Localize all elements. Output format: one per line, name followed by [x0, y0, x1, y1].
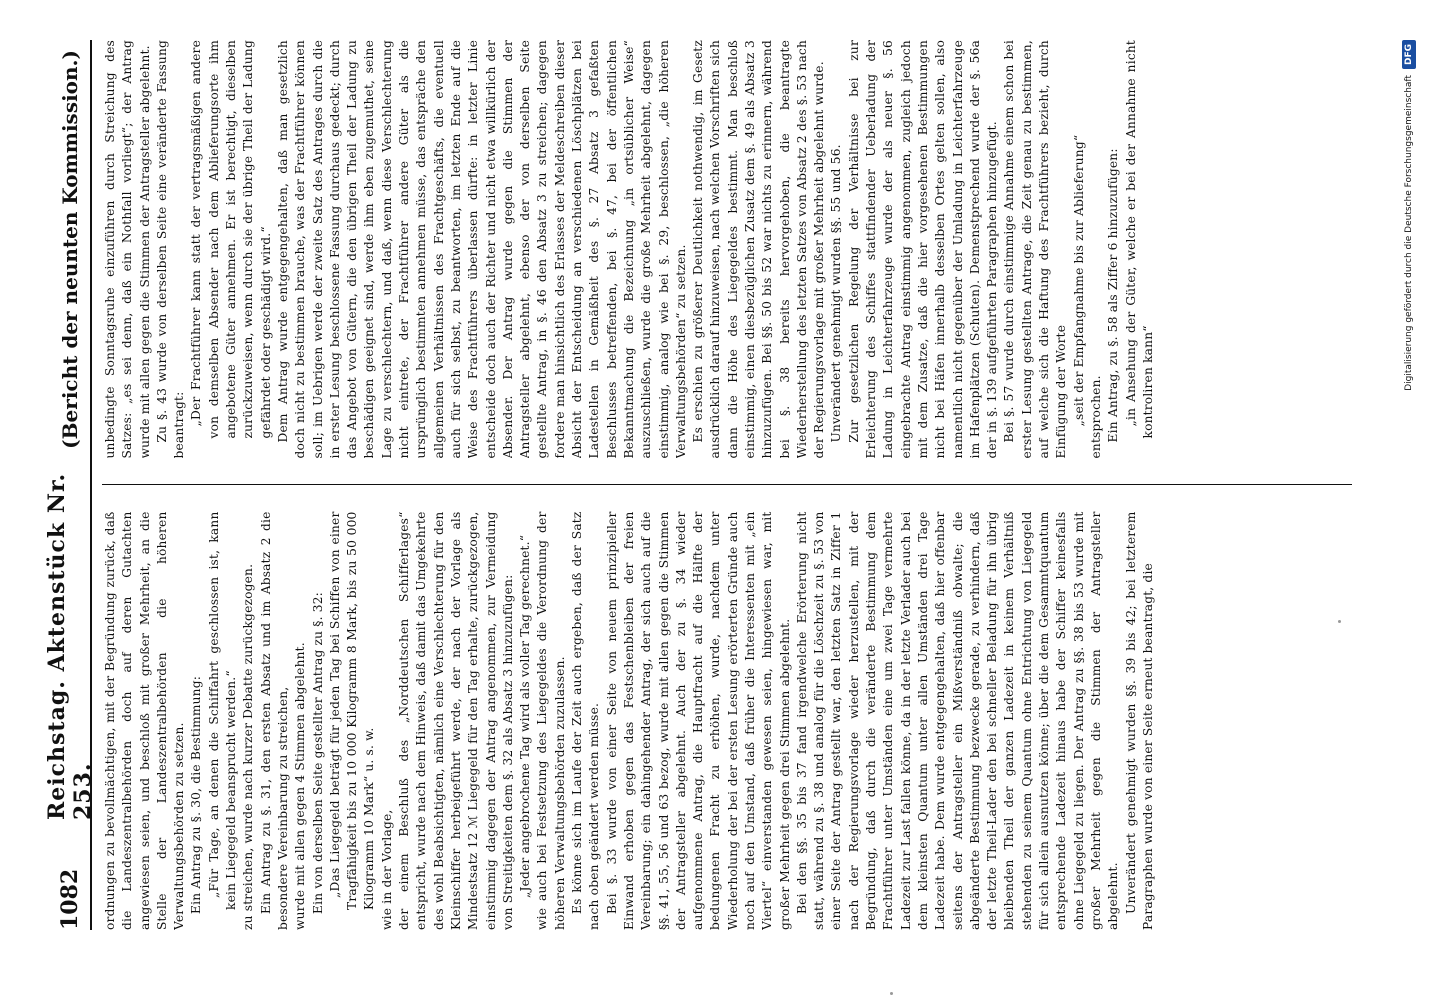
right-column-paragraph: Ein Antrag, zu §. 58 als Ziffer 6 hinzuzufügen: [1106, 148, 1121, 443]
right-column [102, 40, 1352, 459]
left-column-paragraph: Bei §. 33 wurde von einer Seite von neuem prinzipieller Einwand erhoben gegen das Festschenbleiben der freien Vereinbarung; ein dahingehender Antrag, der sich auch auf die §§. 41, 55, 56 und 63 bezog, wurde mit allen gegen die Stimmen der Antragsteller abgelehnt. Auch der zu §. 34 wieder aufgenommene Antrag, die Hauptfracht auf die Hälfte der bedungenen Fracht zu erhöhen, wurde, nachdem unter Wiederholung der bei der ersten Lesung erörterten Gründe auch noch auf den Umstand, daß früher die Interessenten mit „ein Viertel“ einverstanden gewesen seien, hingewiesen war, mit großer Mehrheit gegen drei Stimmen abgelehnt. [604, 511, 792, 930]
right-column-paragraph: Unverändert genehmigt wurden §§. 55 und 56. [829, 144, 844, 443]
page-number: 1082 [57, 868, 83, 930]
left-column-paragraph: Ein von derselben Seite gestellter Antrag zu §. 32: [310, 592, 325, 914]
right-column-paragraph: Dem Antrag wurde entgegengehalten, daß man gesetzlich doch nicht zu bestimmen brauche, was der Frachtführer können soll; im Uebrigen werde der zweite Satz des Antrages durch die in erster Lesung beschlossene Fassung durchaus gedeckt; durch das Angebot von Gütern, die den übrigen Theil der Ladung zu beschädigen geeignet sind, werde ihm eben zugemuthet, seine Lage zu verschlechtern, und daß, wenn diese Verschlechterung nicht eintrete, der Frachtführer andere Güter als die ursprünglich bestimmten annehmen müsse, das entspräche den allgemeinen Verhältnissen des Frachtgeschäfts, die eventuell auch für sich selbst, zu beantworten, im letzten Ende auf die Weise des Frachtführers überlassen dürfte: in letzter Linie entscheide doch auch der Richter und nicht etwa willkürlich der Absender. Der Antrag wurde gegen die Stimmen der Antragsteller abgelehnt, ebenso der von derselben Seite gestellte Antrag, in §. 46 den Absatz 3 zu streichen; dagegen fordere man hinsichtlich des Erlasses der Meldeschreiben dieser Absicht der Entscheidung an verschiedenen Löschplätzen bei Ladestellen in Gemäßheit des §. 27 Absatz 3 gefaßten Beschlusses betreffenden, bei §. 47, bei der öffentlichen Bekanntmachung die Bezeichnung „in ortsüblicher Weise“ auszuschließen, wurde die große Mehrheit abgelehnt, dagegen einstimmig, analog wie bei §. 29, beschlossen, „die höheren Verwaltungsbehörden“ zu setzen. [275, 40, 688, 459]
page-subtitle: (Bericht der neunten Kommission.) [58, 50, 82, 449]
left-column-paragraph: Ein Antrag zu §. 30, die Bestimmung: [189, 675, 204, 914]
left-column-paragraph: „Jeder angebrochene Tag wird als voller Tag gerechnet.“ [518, 534, 533, 898]
right-column-paragraph: Bei §. 57 wurde durch einstimmige Annahme einem schon bei erster Lesung gestellten Antrage, die Zeit genau zu bestimmen, auf welche sich die Haftung des Frachtführers bezieht, durch Einfügung der Worte [1002, 40, 1069, 459]
right-column-paragraph: Es erschien zu größerer Deutlichkeit nothwendig, im Gesetz ausdrücklich darauf hinzuweisen, nach welchen Vorschriften sich dann die Höhe des Liegegeldes bestimmt. Man beschloß einstimmig, einen diesbezüglichen Zusatz dem §. 49 als Absatz 3 hinzuzufügen. Bei §§. 50 bis 52 war nichts zu erinnern, während bei §. 38 bereits hervorgehoben, die beantragte Wiederherstellung des letzten Satzes von Absatz 2 des §. 53 nach der Regierungsvorlage mit großer Mehrheit abgelehnt wurde. [691, 40, 827, 459]
page-content [44, 40, 1414, 930]
left-column-paragraph: ordnungen zu bevollmächtigen, mit der Begründung zurück, daß die Landeszentralbehörden doch auf deren Gutachten angewiesen seien, und beschloß mit großer Mehrheit, an die Stelle der Landeszentralbehörden die höheren Verwaltungsbehörden zu setzen. [103, 511, 187, 930]
dfg-logo: DFG [1402, 40, 1416, 69]
text-columns [102, 40, 1352, 930]
left-column-paragraph: Ein Antrag zu §. 31, den ersten Absatz und im Absatz 2 die besondere Vereinbarung zu streichen, [258, 511, 290, 930]
right-column-paragraph: Zur gesetzlichen Regelung der Verhältnisse bei zur Erleichterung des Schiffes stattfindender Ueberladung der Ladung in Leichterfahrzeuge wurde der als neuer §. 56 eingebrachte Antrag einstimmig angenommen, zugleich jedoch mit dem Zusatze, daß die hier vorgesehenen Bestimmungen nicht bei Häfen innerhalb desselben Ortes gelten sollen, also namentlich nicht gegenüber der Umladung in Leichterfahrzeuge im Hafenplätzen (Schuten). Demenstprechend wurde der §. 56a der in §. 139 aufgeführten Paragraphen hinzugefügt. [846, 40, 1000, 459]
left-column-paragraph: zu streichen, wurde nach kurzer Debatte zurückgezogen. [241, 563, 256, 930]
left-column-paragraph: wie auch bei Festsetzung des Liegegeldes die Verordnung der höheren Verwaltungsbehörden zuzulassen. [535, 511, 567, 930]
right-column-paragraph: Zu §. 43 wurde von derselben Seite eine veränderte Fassung beantragt: [154, 40, 187, 459]
left-column-paragraph: Unverändert genehmigt wurden §§. 39 bis 42; bei letzterem Paragraphen wurde von einer Seite erneut beantragt, die [1123, 511, 1155, 930]
attribution-text: Digitalisierung gefördert durch die Deutsche Forschungsgemeinschaft [1404, 75, 1414, 391]
left-column-paragraph: wie in der Vorlage, [379, 809, 394, 930]
scan-speck [890, 992, 893, 995]
right-column-paragraph: „Der Frachtführer kann statt der vertragsmäßigen andere von demselben Absender nach dem Ablieferungsorte ihm angebotene Güter annehmen. Er ist berechtigt, dieselben zurückzuweisen, wenn durch sie der übrige Theil der Ladung gefährdet oder geschädigt wird.“ [189, 40, 273, 439]
column-divider [102, 485, 1352, 486]
scan-speck [1338, 620, 1341, 623]
page-title: Reichstag. Aktenstück Nr. 253. [44, 472, 96, 820]
page-header [44, 40, 96, 930]
left-column-paragraph: Bei den §§. 35 bis 37 fand irgendwelche Erörterung nicht statt, während zu §. 38 und analog für die Löschzeit zu §. 53 von einer Seite der Antrag gestellt war, den letzten Satz in Ziffer 1 nach der Regierungsvorlage wieder herzustellen, mit der Begründung, daß durch die veränderte Bestimmung dem Frachtführer unter Umständen eine um zwei Tage vermehrte Ladezeit zur Last fallen könne, da in der letzte Verlader auch bei dem kleinsten Quantum unter allen Umständen drei Tage Ladezeit habe. Dem wurde entgegengehalten, daß hier offenbar seitens der Antragsteller ein Mißverständniß obwalte; die abgeänderte Bestimmung bezwecke gerade, zu verhindern, daß der letzte Theil-Lader den bei schneller Beladung für ihn übrig bleibenden Theil der ganzen Ladezeit in keinem Verhältniß stehenden zu seinem Quantum ohne Entrichtung von Liegegeld für sich allein ausnutzen könne; über die dem Gesammtquantum entsprechende Ladezeit hinaus habe der Schiffer keinesfalls ohne Liegegeld zu liegen. Der Antrag zu §§. 38 bis 53 wurde mit großer Mehrheit gegen die Stimmen der Antragsteller abgelehnt. [794, 511, 1121, 930]
digitization-footer [1402, 40, 1416, 391]
right-column-paragraph: „seit der Empfangnahme bis zur Ablieferung“ [1071, 134, 1086, 427]
left-column [102, 512, 1352, 931]
right-column-paragraph: „in Ansehung der Güter, welche er bei der Annahme nicht kontroliren kann“ [1123, 40, 1155, 439]
right-column-paragraph: unbedingte Sonntagsruhe einzuführen durch Streichung des Satzes: „es sei denn, daß ein Nothfall vorliegt“; der Antrag wurde mit allen gegen die Stimmen der Antragsteller abgelehnt. [103, 40, 152, 459]
left-column-paragraph: „Das Liegegeld beträgt für jeden Tag bei Schiffen von einer Tragfähigkeit bis zu 10 000 Kilogramm 8 Mark, bis zu 50 000 Kilogramm 10 Mark“ u. s. w. [327, 511, 377, 910]
left-column-paragraph: „Für Tage, an denen die Schiffahrt geschlossen ist, kann kein Liegegeld beansprucht werden.“ [206, 511, 239, 910]
left-column-paragraph: wurde mit allen gegen 4 Stimmen abgelehnt. [293, 642, 308, 930]
left-column-paragraph: der einem Beschluß des „Norddeutschen Schifferlages“ entspricht, wurde nach dem Hinweis, daß damit das Umgekehrte des wohl Beabsichtigten, nämlich eine Verschlechterung für den Kleinschiffer herbeigeführt werde, der nach der Vorlage als Mindestsatz 12 ℳ Liegegeld für den Tag erhalte, zurückgezogen, einstimmig dagegen der Antrag angenommen, zur Vermeidung von Streitigkeiten dem §. 32 als Absatz 3 hinzuzufügen: [397, 511, 515, 930]
left-column-paragraph: Es könne sich im Laufe der Zeit auch ergeben, daß der Satz nach oben geändert werden müsse. [570, 511, 602, 930]
right-column-paragraph: entsprochen. [1088, 375, 1103, 459]
